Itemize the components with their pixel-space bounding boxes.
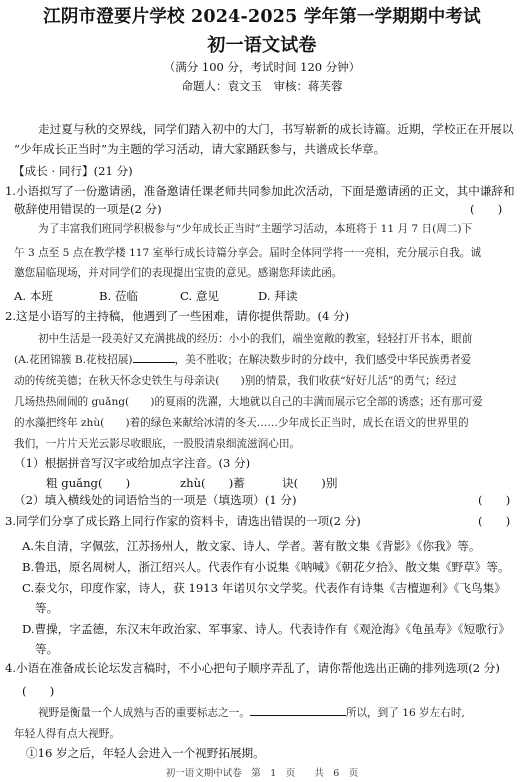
q4-passage-line-2: 年轻人得有点大视野。 <box>14 728 120 740</box>
exam-title: 江阴市澄要片学校 2024-2025 学年第一学期期中考试 <box>43 7 481 27</box>
q2-passage-line-4: 几场热热闹闹的 guǎng( )的夏雨的洗濯，大地就以自己的丰满而展示它全部的诱惑；还有那可爱 <box>14 396 483 408</box>
q2-passage-line-2-rest: ，美不胜收；在解决数步时的分歧中，我们感受中华民族勇者爱 <box>174 354 472 366</box>
q1-option-c: C. 意见 <box>180 289 220 303</box>
q2-passage-line-3: 动的传统美德；在秋天怀念史铁生与母亲诀( )别的情景，我们收获“好好儿活”的勇气；经过 <box>14 375 457 387</box>
q4-answer-bracket: ( ) <box>22 684 55 698</box>
q4-sentence-1: ①16 岁之后，年轻人会进入一个视野拓展期。 <box>26 746 265 760</box>
score-time-info: （满分 100 分，考试时间 120 分钟） <box>163 60 361 74</box>
author-info: 命题人：袁文玉 审核：蒋芙蓉 <box>181 79 343 93</box>
q2-passage-line-2 <box>14 352 471 367</box>
q3-option-c-line-2: 等。 <box>35 601 59 615</box>
exam-subtitle: 初一语文试卷 <box>207 35 317 56</box>
q3-option-a: A.朱自清，字佩弦，江苏扬州人，散文家、诗人、学者。著有散文集《背影》《你我》等。 <box>22 539 481 553</box>
q1-passage-line-1: 为了丰富我们班同学积极参与“少年成长正当时”主题学习活动，本班将于 11 月 7 日(周二)下 <box>38 223 473 235</box>
q3-option-c-line-1: C.泰戈尔，印度作家，诗人，获 1913 年诺贝尔文学奖。代表作有诗集《吉檀迦利》《飞鸟集》 <box>22 581 506 595</box>
q1-stem-line-2: 敬辞使用错误的一项是(2 分) <box>14 202 162 216</box>
q3-stem: 3.同学们分享了成长路上同行作家的资料卡，请选出错误的一项(2 分) <box>5 514 361 528</box>
intro-line-2: “少年成长正当时”为主题的学习活动，请大家踊跃参与，共谱成长华章。 <box>14 142 386 156</box>
q4-stem: 4.小语在准备成长论坛发言稿时，不小心把句子顺序弄乱了，请你帮他选出正确的排列选项(2 分) <box>5 661 500 675</box>
q2-pinyin-item-1: 粗 guǎng( ) <box>46 476 131 490</box>
q2-answer-bracket: ( ) <box>478 493 511 507</box>
q2-pinyin-item-2: zhù( )蓄 <box>180 476 245 490</box>
q1-answer-bracket: ( ) <box>470 202 503 216</box>
q2-blank-choices: (A.花团锦簇 B.花枝招展) <box>14 354 133 366</box>
q2-pinyin-item-3: 诀( )别 <box>282 476 338 490</box>
intro-line-1: 走过夏与秋的交界线，同学们踏入初中的大门，书写崭新的成长诗篇。近期，学校正在开展以 <box>38 122 514 136</box>
q2-passage-line-5: 的水藻把终年 zhù( )着的绿色来献给冰清的冬天……少年成长正当时，成长在语文的世界里的 <box>14 417 469 429</box>
q2-passage-line-1: 初中生活是一段美好又充满挑战的经历：小小的我们，端坐宽敞的教室，轻轻打开书本，眼前 <box>38 333 473 345</box>
q2-stem: 2.这是小语写的主持稿，他遇到了一些困难，请你提供帮助。(4 分) <box>5 309 350 323</box>
section-heading: 【成长 · 同行】(21 分) <box>13 164 133 178</box>
page-footer: 初一语文期中试卷 第 1 页 共 6 页 <box>165 768 359 779</box>
q1-passage-line-2: 午 3 点至 5 点在教学楼 117 室举行成长诗篇分享会。届时全体同学将一一亮相，充分展示自我。诚 <box>14 247 482 259</box>
q3-option-d-line-2: 等。 <box>35 642 59 656</box>
q1-option-d: D. 拜读 <box>258 289 298 303</box>
q2-blank-line <box>133 352 175 363</box>
q2-sub-question-1: （1）根据拼音写汉字或给加点字注音。(3 分) <box>14 456 251 470</box>
q4-blank-line <box>250 705 346 716</box>
q2-sub-question-2: （2）填入横线处的词语恰当的一项是（填选项）(1 分) <box>14 493 297 507</box>
q1-option-b: B. 莅临 <box>99 289 139 303</box>
q3-option-d-line-1: D.曹操，字孟德，东汉末年政治家、军事家、诗人。代表诗作有《观沧海》《龟虽寿》《短歌行》 <box>22 622 510 636</box>
q4-passage-line-1 <box>38 705 465 720</box>
q3-answer-bracket: ( ) <box>478 514 511 528</box>
q1-passage-line-3: 邀您届临现场，并对同学们的表现提出宝贵的意见。感谢您拜读此函。 <box>14 267 343 279</box>
q1-stem-line-1: 1.小语拟写了一份邀请函，准备邀请任课老师共同参加此次活动，下面是邀请函的正文，其中谦辞和 <box>5 184 515 198</box>
q2-passage-line-6: 我们，一片片天光云影尽收眼底，一股股清泉细流滋润心田。 <box>14 438 301 450</box>
q3-option-b: B.鲁迅，原名周树人，浙江绍兴人。代表作有小说集《呐喊》《朝花夕拾》、散文集《野草》等。 <box>22 560 510 574</box>
q1-option-a: A. 本班 <box>14 289 53 303</box>
q4-passage-continue: 所以，到了 16 岁左右时, <box>345 707 465 719</box>
q4-passage-start: 视野是衡量一个人成熟与否的重要标志之一。 <box>38 707 250 719</box>
